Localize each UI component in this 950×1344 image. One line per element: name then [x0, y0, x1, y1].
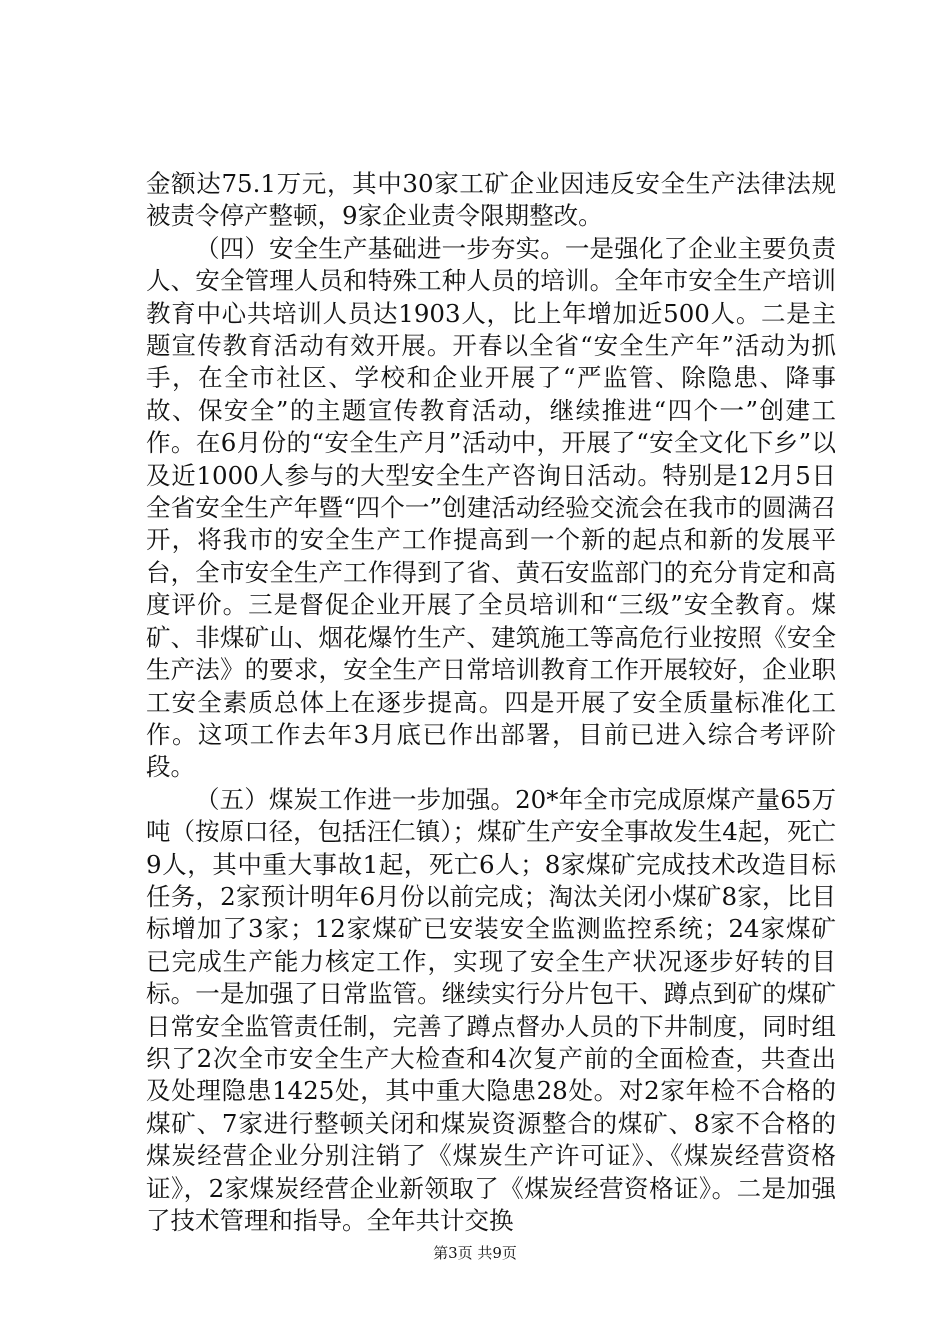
- document-body: [146, 168, 836, 1237]
- paragraph-section-five: （五）煤炭工作进一步加强。20*年全市完成原煤产量65万吨（按原口径，包括汪仁镇）；煤矿生产安全事故发生4起，死亡9人，其中重大事故1起，死亡6人；8家煤矿完成技术改造目标任务，2家预计明年6月份以前完成；淘汰关闭小煤矿8家，比目标增加了3家；12家煤矿已安装安全监测监控系统；24家煤矿已完成生产能力核定工作，实现了安全生产状况逐步好转的目标。一是加强了日常监管。继续实行分片包干、蹲点到矿的煤矿日常安全监管责任制，完善了蹲点督办人员的下井制度，同时组织了2次全市安全生产大检查和4次复产前的全面检查，共查出及处理隐患1425处，其中重大隐患28处。对2家年检不合格的煤矿、7家进行整顿关闭和煤炭资源整合的煤矿、8家不合格的煤炭经营企业分别注销了《煤炭生产许可证》、《煤炭经营资格证》，2家煤炭经营企业新领取了《煤炭经营资格证》。二是加强了技术管理和指导。全年共计交换: [146, 784, 836, 1235]
- paragraph-continued: 金额达75.1万元，其中30家工矿企业因违反安全生产法律法规被责令停产整顿，9家企业责令限期整改。: [146, 169, 836, 231]
- paragraph-section-four: （四）安全生产基础进一步夯实。一是强化了企业主要负责人、安全管理人员和特殊工种人员的培训。全年市安全生产培训教育中心共培训人员达1903人，比上年增加近500人。二是主题宣传教育活动有效开展。开春以全省“安全生产年”活动为抓手，在全市社区、学校和企业开展了“严监管、除隐患、降事故、保安全”的主题宣传教育活动，继续推进“四个一”创建工作。在6月份的“安全生产月”活动中，开展了“安全文化下乡”以及近1000人参与的大型安全生产咨询日活动。特别是12月5日全省安全生产年暨“四个一”创建活动经验交流会在我市的圆满召开，将我市的安全生产工作提高到一个新的起点和新的发展平台，全市安全生产工作得到了省、黄石安监部门的充分肯定和高度评价。三是督促企业开展了全员培训和“三级”安全教育。煤矿、非煤矿山、烟花爆竹生产、建筑施工等高危行业按照《安全生产法》的要求，安全生产日常培训教育工作开展较好，企业职工安全素质总体上在逐步提高。四是开展了安全质量标准化工作。这项工作去年3月底已作出部署，目前已进入综合考评阶段。: [146, 233, 836, 782]
- page-footer: 第3页 共9页: [433, 1244, 517, 1262]
